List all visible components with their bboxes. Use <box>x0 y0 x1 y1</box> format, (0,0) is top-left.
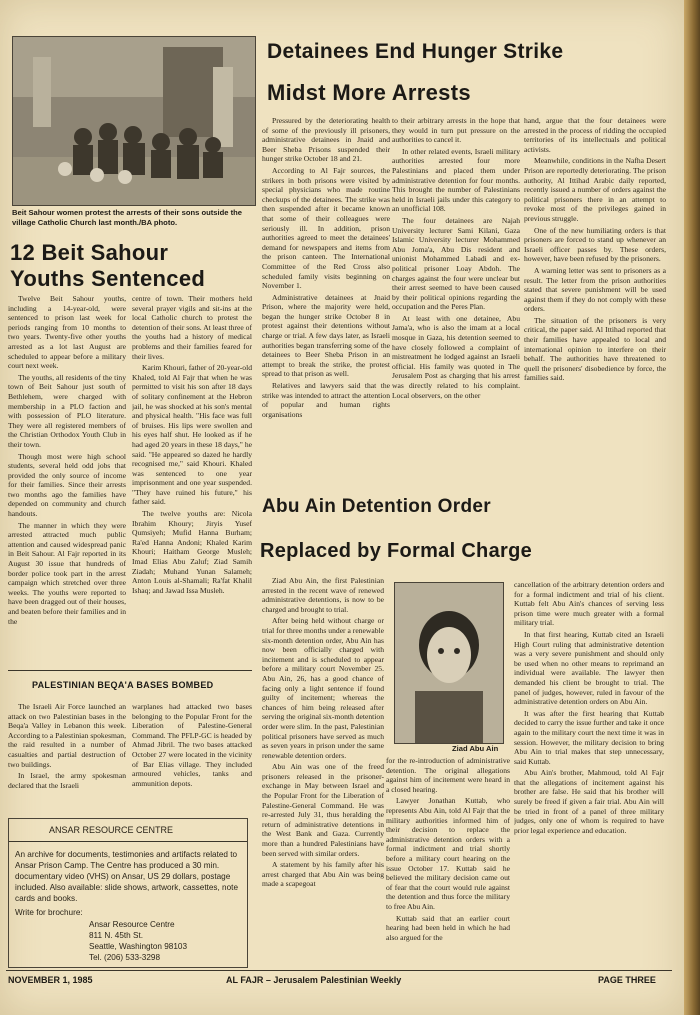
detainees-col3 <box>524 116 666 510</box>
footer-page-number: PAGE THREE <box>598 975 656 985</box>
paragraph: Abu Ain's brother, Mahmoud, told Al Fajr that the allegations of incitement against his brother are false. He said that his brother will surely be freed if given a fair trial. Abu Ain will be tried in front of a panel of three military judges, only one of whom is required to have prior legal experience and education. <box>514 768 664 835</box>
ansar-box-title: ANSAR RESOURCE CENTRE <box>49 825 174 835</box>
ansar-address <box>89 919 187 963</box>
paragraph: Lawyer Jonathan Kuttab, who represents Abu Ain, told Al Fajr that the military authorities informed him of their decision to replace the administrative detention orders with a formal indictment and trial shortly before a military court hearing on the issue October 17. Kuttab said he believed the military decision came out of fear that the court would rule against the detention and thus force the military to free Abu Ain. <box>386 796 510 911</box>
paragraph: Though most were high school students, several held odd jobs that provided the only source of income for their families. Since their arrests two months ago the families have depended on community and church handouts. <box>8 451 126 519</box>
abu-ain-col1 <box>262 576 384 971</box>
beit-sahour-headline-line1: 12 Beit Sahour <box>10 240 169 265</box>
paragraph: for the re-introduction of administrative detention. The original allegations against him of incitement were heard in a closed hearing. <box>386 756 510 794</box>
address-line: Tel. (206) 533-3298 <box>89 953 161 962</box>
detainees-headline-line2: Midst More Arrests <box>267 80 471 105</box>
beqaa-col2 <box>132 702 252 798</box>
paragraph: One of the new humiliating orders is that prisoners are forced to stand up whenever an Israeli officer passes by. These orders, however, have been refused by the prisoners. <box>524 225 666 264</box>
paragraph: Pressured by the deteriorating health of some of the previously ill prisoners, administrative detainees in Jnaid and Beer Sheba Prisons suspended their hunger strike October 18 and 21. <box>262 116 390 164</box>
footer-paper-name: AL FAJR – Jerusalem Palestinian Weekly <box>226 975 402 985</box>
paragraph: In Israel, the army spokesman declared that the Israeli <box>8 771 126 790</box>
paragraph: centre of town. Their mothers held several prayer vigils and sit-ins at the local Catholic church to protest the detention of their sons. At least three of the youths had a history of medical problems and their families feared for their lives. <box>132 294 252 361</box>
paragraph: A statement by his family after his arrest charged that Abu Ain was being made a scapegoat <box>262 860 384 889</box>
paragraph: Abu Ain was one of the freed prisoners released in the prisoner-exchange in May between Israel and the Popular Front for the Liberation of Palestine-General Command. He was re-arrested July 31, thus heralding the return of administrative detentions in the West Bank and Gaza. Currently more than a hundred Palestinians have been served with similar orders. <box>262 762 384 858</box>
paragraph: The four detainees are Najah University lecturer Sami Kilani, Gaza Islamic University lecturer Mohammed Abu Joma'a, Abu Dis resident and unionist Mohammed Labadi and ex-political prisoner Loay Abdoh. The charges against the four were unclear but their arrest seemed to have been caused by their political opinions regarding the occupation and the Peres Plan. <box>392 215 520 312</box>
paragraph: to their arbitrary arrests in the hope that they would in turn put pressure on the authorities to cancel it. <box>392 116 520 145</box>
paragraph: A warning letter was sent to prisoners as a result. The letter from the prison authorities stated that severe punishment will be used against them if they do not comply with these orders. <box>524 265 666 314</box>
paragraph: In that first hearing, Kuttab cited an Israeli High Court ruling that administrative detention was a very severe punishment and should only be used when no other means to reprimand an individual were available. The lawyer then demanded his client be brought to trial. The panel of judges, however, ruled in favour of the administrative detention orders on Abu Ain. <box>514 629 664 707</box>
beit-sahour-headline-line2: Youths Sentenced <box>10 266 206 291</box>
beqaa-top-rule <box>8 670 252 671</box>
paragraph: Relatives and lawyers said that the strike was intended to attract the attention of popular and human rights organisations <box>262 381 390 419</box>
beit-sahour-col2 <box>132 294 252 664</box>
paragraph: Meanwhile, conditions in the Nafha Desert Prison are reportedly deteriorating. The prison authority, Al Ittihad Arabic daily reported, recently issued a number of orders against the political prisoners there in an attempt to revoke most of the privileges gained in previous struggle. <box>524 156 666 223</box>
abu-ain-photo-caption: Ziad Abu Ain <box>452 744 499 753</box>
ansar-box-rule <box>9 841 247 842</box>
beit-sahour-protest-photo <box>12 36 256 206</box>
ansar-box-body: An archive for documents, testimonies and artifacts related to Ansar Prison Camp. The Centre has produced a 30 min. documentary video (VHS) on Ansar, US 29 dollars, postage included. Also available: slide shows, artwork, cassettes, note cards and books. <box>15 850 238 903</box>
binding-edge <box>684 0 700 1015</box>
abu-ain-portrait <box>394 582 504 744</box>
ansar-resource-box <box>8 818 248 968</box>
paragraph: hand, argue that the four detainees were arrested in the process of ridding the occupied territories of its intellectuals and political activists. <box>524 116 666 154</box>
beqaa-headline: PALESTINIAN BEQA'A BASES BOMBED <box>32 680 214 690</box>
abu-ain-headline-line2: Replaced by Formal Charge <box>260 540 533 562</box>
paragraph: cancellation of the arbitrary detention orders and for a formal indictment and trial of his client. Kuttab felt Abu Ain's chances of serving less prison time were much greater with a formal military trial. <box>514 580 664 628</box>
paragraph: Twelve Beit Sahour youths, including a 14-year-old, were sentenced to prison last week for periods ranging from 10 months to two years. Twenty-five other youths arrested as a lot last August are scheduled to appear before a military court next week. <box>8 294 126 371</box>
address-line: 811 N. 45th St. <box>89 931 144 940</box>
ansar-write-label: Write for brochure: <box>15 908 83 917</box>
paragraph: Administrative detainees at Jnaid Prison, where the majority were held, began the hunger strike October 8 in protest against their detentions without charge or trial. A few days later, as Israeli authorities began transferring some of the detainees to Beer Sheba Prison in an attempt to break the strike, the protest spread to that prison as well. <box>262 292 390 379</box>
paragraph: The youths, all residents of the tiny town of Beit Sahour just south of Bethlehem, were charged with membership in a PLO faction and with possession of PLO literature. They were all registered members of the Christian Orthodox Youth Club in their town. <box>8 372 126 449</box>
protest-photo-image <box>13 37 255 205</box>
address-line: Seattle, Washington 98103 <box>89 942 188 951</box>
address-line: Ansar Resource Centre <box>89 920 175 929</box>
footer-rule <box>6 970 672 971</box>
paragraph: The manner in which they were arrested attracted much public attention and caused widespread panic in Beit Sahour. Al Fajr reported in its August 30 issue that hundreds of border police took part in the arrest campaign which stretched over three weeks. The youths were reported to have been dragged out of their houses, and beaten before their families and in the <box>8 520 126 626</box>
detainees-headline-line1: Detainees End Hunger Strike <box>267 40 564 63</box>
paragraph: The Israeli Air Force launched an attack on two Palestinian bases in the Beqa'a Valley in Lebanon this week. According to a Palestinian spokesman, the raid resulted in a number of casualties and partial destruction of two buildings. <box>8 702 126 769</box>
paragraph: According to Al Fajr sources, the strikers in both prisons were visited by special physicians who made routine checkups of the detainees. The strike was then suspended after it became known that some of their colleagues were seriously ill. In addition, prison authorities agreed to meet the detainees' demand for newspapers and items from the prison canteen. The International Committee of the Red Cross also scheduled family visits beginning on November 1. <box>262 165 390 291</box>
beqaa-col1 <box>8 702 126 798</box>
paragraph: Karim Khouri, father of 20-year-old Khaled, told Al Fajr that when he was permitted to visit his son after 18 days of solitary confinement at the Hebron jail, he was shocked at his son's mental and physical health. "His face was full of bruises. His lips were swollen and his eyes half shut. He looked as if he had aged 20 years in these 18 days," he said. "He appeared so dazed he hardly recognised me," said Khouri. Khaled was sentenced to one year imprisonment and one year suspended. "They have ruined his future," his father said. <box>132 363 252 507</box>
paragraph: warplanes had attacked two bases belonging to the Popular Front for the Liberation of Palestine-General Command. The PFLP-GC is headed by Ahmad Jibril. The two bases attacked October 27 were located in the vicinity of Bar Elias village. They included armoured vehicles, tanks and ammunition depots. <box>132 702 252 788</box>
abu-ain-col2 <box>386 756 510 971</box>
paragraph: At least with one detainee, Abu Jama'a, who is also the imam at a local mosque in Gaza, his detention seemed to have closely followed a complaint of mistreatment he lodged against an Israeli official. His family was quoted in The Jerusalem Post as charging that his arrest was directly related to his complaint. Local observers, on the other <box>392 313 520 400</box>
portrait-image <box>395 583 503 743</box>
abu-ain-headline-line1: Abu Ain Detention Order <box>262 496 491 517</box>
paragraph: Ziad Abu Ain, the first Palestinian arrested in the recent wave of renewed administrative detentions, is now to be charged and brought to trial. <box>262 576 384 614</box>
paragraph: It was after the first hearing that Kuttab decided to carry the issue further and take it once again to the military court the next time it was in session. However, the military decision to bring Abu Ain to trial makes that step unnecessary, said Kuttab. <box>514 708 664 766</box>
paragraph: In other related events, Israeli military authorities arrested four more Palestinians and placed them under administrative detention for four months. This brought the number of Palestinians held in Israeli jails under this category to an unofficial 108. <box>392 146 520 214</box>
footer-date: NOVEMBER 1, 1985 <box>8 975 93 985</box>
detainees-col1 <box>262 116 390 510</box>
protest-photo-caption: Beit Sahour women protest the arrests of their sons outside the village Catholic Church last month./BA photo. <box>12 208 242 227</box>
paragraph: The twelve youths are: Nicola Ibrahim Khoury; Jiryis Yusef Qumsiyeh; Mufid Hanna Burham; Ra'ed Hanna Andoni; Khaled Karim Khouri; Haitham George Musleh; Imad Elias Abu Zaluf; Ziad Samih Ziadah; Muhand Yunan Salameh; Anton Louis al-Shamali; Ra'fat Khalil Ishaq; and Jawad Issa Musleh. <box>132 509 252 595</box>
beit-sahour-col1 <box>8 294 126 664</box>
paragraph: Kuttab said that an earlier court hearing had been held in which he had also argued for the <box>386 913 510 942</box>
abu-ain-col3 <box>514 580 664 971</box>
paragraph: The situation of the prisoners is very critical, the paper said. Al Ittihad reported that their families have appealed to local and international opinion to interfere on their behalf. The authorities have threatened to quell the prisoners' disobedience by force, the families said. <box>524 315 666 383</box>
detainees-col2 <box>392 116 520 510</box>
paragraph: After being held without charge or trial for three months under a renewable six-month detention order, Abu Ain has now been officially charged with incitement and is scheduled to appear before a military court November 25. Abu Ain, 26, has a good chance of facing only a light sentence if found guilty of incitement; whereas the chances of him being released after serving the original six-month detention order were slim. In the past, Palestinian political prisoners have served as much as seven years in prison under the same renewable detention orders. <box>262 616 384 760</box>
